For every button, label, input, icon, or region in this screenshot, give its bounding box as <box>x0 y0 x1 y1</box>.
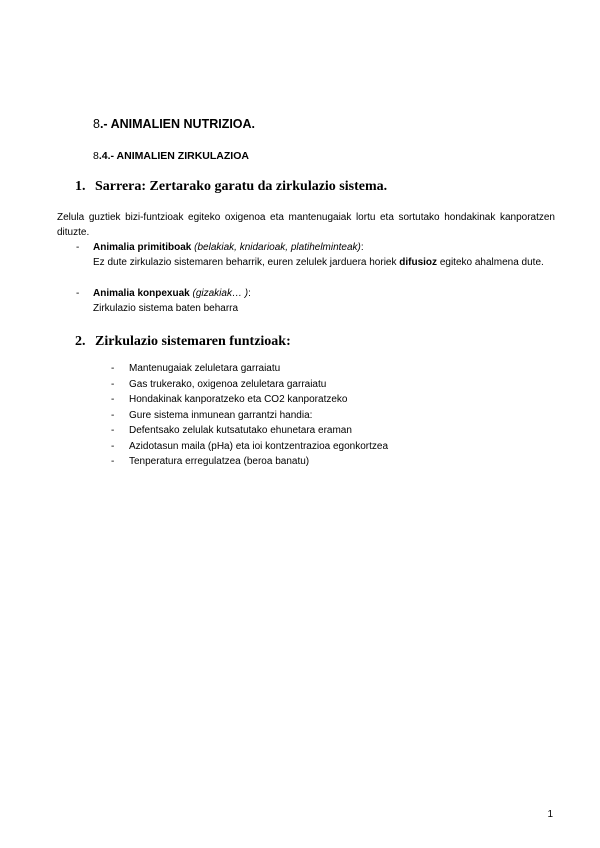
item-colon: : <box>248 288 251 299</box>
dash-bullet: - <box>111 363 115 374</box>
list-item <box>111 377 388 393</box>
item-examples: (belakiak, knidarioak, platihelminteak) <box>194 242 361 253</box>
list-item <box>111 454 388 470</box>
intro-paragraph: Zelula guztiek bizi-funtzioak egiteko oxigenoa eta mantenugaiak lortu eta sortutako hondakinak kanporatzen dituzte. <box>57 212 555 238</box>
item-text-after: egiteko ahalmena dute. <box>437 257 544 268</box>
item-text-bold: difusioz <box>399 257 438 268</box>
list-item-text: Gas trukerako, oxigenoa zeluletara garraiatu <box>129 378 327 390</box>
heading-2 <box>75 334 291 350</box>
item-text-before: Ez dute zirkulazio sistemaren beharrik, euren zelulek jarduera horiek <box>93 257 400 268</box>
list-item-konpexuak <box>76 286 556 316</box>
list-item-text: Defentsako zelulak kutsatutako ehunetara eraman <box>129 425 352 436</box>
section-number: 8 <box>93 150 99 162</box>
item-text <box>93 255 556 270</box>
dash-bullet: - <box>76 242 80 253</box>
list-item-text: Mantenugaiak zeluletara garraiatu <box>129 363 281 374</box>
dash-bullet: - <box>111 456 115 467</box>
item-text: Zirkulazio sistema baten beharra <box>93 303 239 314</box>
item-colon: : <box>360 242 364 253</box>
list-item-text: Gure sistema inmunean garrantzi handia: <box>129 409 313 421</box>
item-examples: (gizakiak… ) <box>192 288 249 299</box>
heading-1-text: Sarrera: Zertarako garatu da zirkulazio sistema. <box>95 179 388 194</box>
list-item <box>111 361 388 377</box>
item-title: Animalia primitiboak <box>93 242 192 253</box>
list-item-text: Hondakinak kanporatzeko eta CO2 kanporatzeko <box>129 394 348 405</box>
dash-bullet: - <box>111 425 115 436</box>
dash-bullet: - <box>111 378 115 390</box>
chapter-title <box>93 117 255 131</box>
heading-1-number: 1. <box>75 179 86 194</box>
list-item <box>111 392 388 408</box>
dash-bullet: - <box>111 394 115 405</box>
list-item <box>111 439 388 455</box>
funtzioak-list <box>111 361 388 470</box>
item-title: Animalia konpexuak <box>93 288 190 299</box>
dash-bullet: - <box>111 440 115 452</box>
chapter-number: 8 <box>93 117 100 131</box>
list-item <box>111 423 388 439</box>
list-item-primitiboak <box>76 240 556 270</box>
item-title-line <box>93 286 556 301</box>
page-number: 1 <box>547 809 553 820</box>
dash-bullet: - <box>111 409 115 421</box>
section-title <box>93 150 249 162</box>
heading-1 <box>75 179 387 195</box>
list-item-text: Tenperatura erregulatzea (beroa banatu) <box>129 456 310 467</box>
item-title-line <box>93 240 556 255</box>
dash-bullet: - <box>76 288 80 299</box>
chapter-title-text: .- ANIMALIEN NUTRIZIOA. <box>99 117 256 131</box>
heading-2-text: Zirkulazio sistemaren funtzioak: <box>95 334 291 349</box>
list-item <box>111 408 388 424</box>
list-item-text: Azidotasun maila (pHa) eta ioi kontzentrazioa egonkortzea <box>129 440 389 452</box>
section-title-text: .4.- ANIMALIEN ZIRKULAZIOA <box>98 150 249 162</box>
heading-2-number: 2. <box>75 334 86 349</box>
